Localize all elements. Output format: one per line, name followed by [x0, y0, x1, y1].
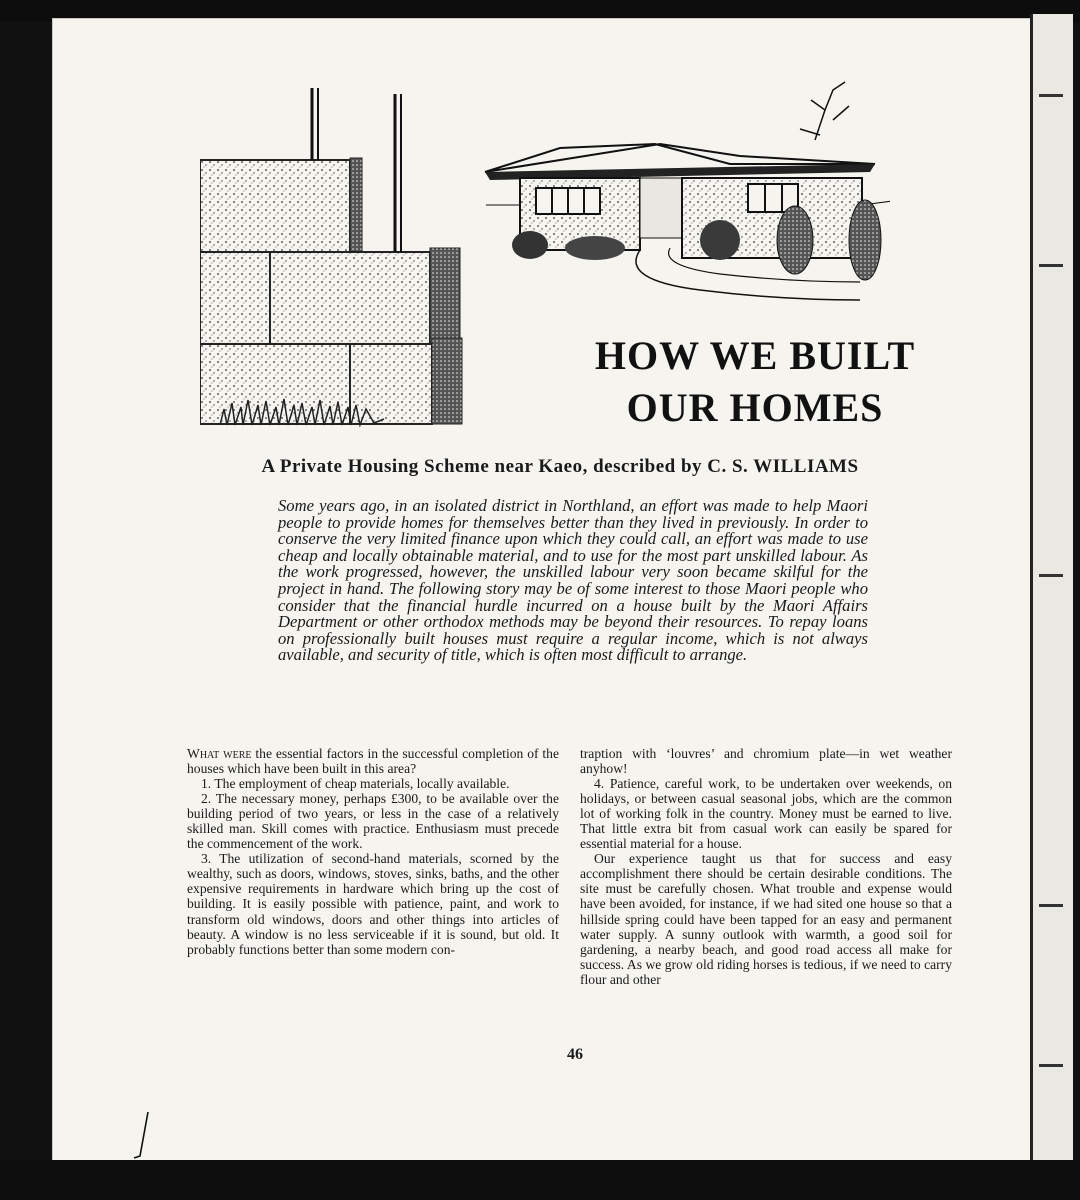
article-title [555, 330, 955, 434]
paragraph-text: the essential factors in the successful completion of the houses which have been built in this area? [187, 746, 560, 777]
paragraph: traption with ‘louvres’ and chromium plate—in wet weather anyhow! [580, 746, 952, 777]
article-intro: Some years ago, in an isolated district in Northland, an effort was made to help Maori people to provide homes for themselves better than they lived in previously. In order to conserve the very limited finance upon which they could call, an effort was made to use cheap and locally obtainable material, and to use for the most part unskilled labour. As the work progressed, however, the unskilled labour very soon became skilful for the project in hand. The following story may be of some interest to those Maori people who consider that the financial hurdle incurred on a house built by the Maori Affairs Department or other orthodox methods may be beyond their resources. To repay loans on professionally built houses must require a regular income, which is not always available, and security of title, which is often most difficult to arrange. [278, 496, 868, 665]
paragraph: 1. The employment of cheap materials, locally available. [201, 776, 510, 792]
scan-border-bottom [0, 1160, 1080, 1200]
title-line-1: HOW WE BUILT [594, 333, 916, 378]
pen-mark-icon [130, 1110, 160, 1160]
paragraph: 2. The necessary money, perhaps £300, to be available over the building period of two years, or less in the case of a relatively skilled man. Skill comes with practice. Enthusiasm must precede the commencement of the work. [187, 791, 559, 852]
concrete-blocks-drawing [200, 88, 462, 425]
body-column-right [580, 746, 952, 987]
body-column-left [187, 746, 559, 957]
title-line-2: OUR HOMES [626, 385, 884, 430]
next-page-edge [1030, 14, 1073, 1174]
paragraph [187, 746, 559, 776]
page-number: 46 [567, 1046, 583, 1063]
body-columns [187, 746, 957, 1046]
paragraph: 3. The utilization of second-hand materials, scorned by the wealthy, such as doors, windows, stoves, sinks, baths, and the other expensive requirements in hardware which bring up the cost of building. It is easily possible with patience, paint, and work to transform old windows, doors and other things into articles of beauty. A window is no less serviceable if it is sound, but old. It probably functions better than some modern con- [187, 851, 559, 957]
bungalow-drawing [485, 82, 890, 300]
paragraph: 4. Patience, careful work, to be undertaken over weekends, on holidays, or between casual seasonal jobs, which are the common lot of working folk in the country. Money must be earned to live. That little extra bit from casual work can easily be spared for essential material for a house. [580, 776, 952, 852]
paragraph: Our experience taught us that for success and easy accomplishment there should be certain desirable conditions. The site must be carefully chosen. What trouble and expense would have been avoided, for instance, if we had sited one house so that a hillside spring could have been tapped for an easy and permanent water supply. A sunny outlook with warmth, a good soil for gardening, a nearby beach, and good road access all make for success. As we grow old riding horses is tedious, if we need to carry flour and other [580, 851, 952, 987]
lead-in: What were [187, 746, 252, 761]
article-byline: A Private Housing Scheme near Kaeo, described by C. S. WILLIAMS [261, 456, 859, 477]
